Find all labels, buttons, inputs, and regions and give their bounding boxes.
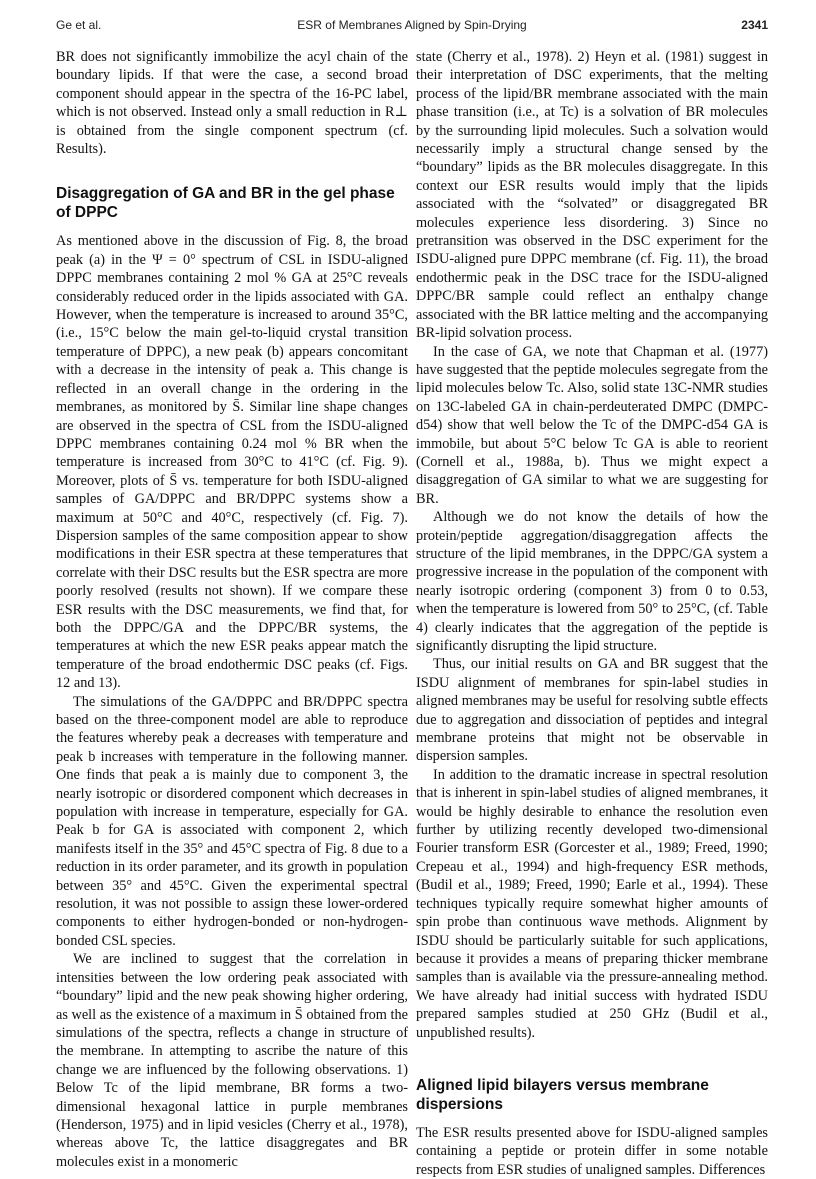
left-column	[56, 48, 408, 1171]
paragraph: In the case of GA, we note that Chapman et al. (1977) have suggested that the peptide molecules segregate from the lipid molecules below Tc. Also, solid state 13C-NMR studies on 13C-labeled GA in chain-perdeuterated DMPC (DMPC-d54) show that well below the Tc of the DMPC-d54 GA is immobile, but about 5°C below Tc GA is able to reorient (Cornell et al., 1988a, b). Thus we might expect a disaggregation of GA similar to what we are suggesting for BR.	[416, 343, 768, 507]
section-heading: Disaggregation of GA and BR in the gel phase of DPPC	[56, 185, 395, 222]
right-column	[416, 48, 768, 1179]
running-head	[56, 18, 768, 38]
page-number: 2341	[741, 18, 768, 32]
paragraph: As mentioned above in the discussion of Fig. 8, the broad peak (a) in the Ψ = 0° spectrum of CSL in ISDU-aligned DPPC membranes containing 2 mol % GA at 25°C reveals considerably reduced order in the lipids associated with GA. However, when the temperature is increased to around 35°C, (i.e., 15°C below the main gel-to-liquid crystal transition temperature of DPPC), a new peak (b) appears concomitant with a decrease in the intensity of peak a. This change is reflected in an overall change in the ordering in the membranes, as monitored by S̄. Similar line shape changes are observed in the spectra of CSL from the ISDU-aligned DPPC membranes containing 0.24 mol % BR when the temperature is increased from 30°C to 41°C (cf. Fig. 9). Moreover, plots of S̄ vs. temperature for both ISDU-aligned samples of GA/DPPC and BR/DPPC systems show a maximum at 50°C and 40°C, respectively (cf. Fig. 7). Dispersion samples of the same composition appear to show modifications in their ESR spectra at these temperatures that correlate with their DSC results but the ESR spectra are more poorly resolved (results not shown). If we compare these ESR results with the DSC measurements, we find that, for both the DPPC/GA and the DPPC/BR systems, the temperatures at which the new ESR peaks appear match the temperature of the broad endothermic DSC peaks (cf. Figs. 12 and 13).	[56, 233, 408, 692]
paragraph: We are inclined to suggest that the correlation in intensities between the low ordering peak associated with “boundary” lipid and the new peak showing higher ordering, as well as the existence of a maximum in S̄ obtained from the simulations of the spectra, reflects a change in structure of the membrane. In attempting to ascribe the nature of this change we are influenced by the following observations. 1) Below Tc of the lipid membrane, BR forms a two-dimensional hexagonal lattice in purple membranes (Henderson, 1975) and in lipid vesicles (Cherry et al., 1978), whereas above Tc, the lattice disaggregates and BR molecules exist in a monomeric	[56, 951, 408, 1170]
paragraph: The ESR results presented above for ISDU-aligned samples containing a peptide or protein differ in some notable respects from ESR studies of unaligned samples. Differences	[416, 1124, 768, 1178]
running-head-title: ESR of Membranes Aligned by Spin-Drying	[297, 18, 527, 32]
paragraph: Thus, our initial results on GA and BR suggest that the ISDU alignment of membranes for spin-label studies in aligned membranes may be useful for resolving subtle effects due to aggregation and dissociation of peptides and integral membrane proteins that might not be observable in dispersion samples.	[416, 656, 768, 765]
paragraph: state (Cherry et al., 1978). 2) Heyn et al. (1981) suggest in their interpretation of DSC experiments, that the melting process of the lipid/BR membrane associated with the main phase transition (i.e., at Tc) is a solvation of BR molecules by the surrounding lipid molecules. Such a solvation would necessarily imply a structural change sensed by the “boundary” lipids as the BR molecules disaggregate. In this context our ESR results would imply that the lipids associated with the “solvated” or disaggregated BR molecules experience less disordering. 3) Since no pretransition was observed in the DSC experiment for the ISDU-aligned pure DPPC membrane (cf. Fig. 11), the broad endothermic peak in the DSC trace for the ISDU-aligned DPPC/BR sample could reflect an enthalpy change associated with the BR lattice melting and the accompanying BR-lipid solvation process.	[416, 49, 768, 342]
paragraph: Although we do not know the details of how the protein/peptide aggregation/disaggregation affects the structure of the lipid membranes, in the DPPC/GA system a progressive increase in the population of the component with nearly isotropic ordering (component 3) from 0 to 0.53, when the temperature is lowered from 50° to 25°C, (cf. Table 4) clearly indicates that the aggregation of the peptide is significantly disrupting the lipid structure.	[416, 509, 768, 654]
section-heading: Aligned lipid bilayers versus membrane dispersions	[416, 1076, 709, 1113]
running-head-authors: Ge et al.	[56, 18, 102, 32]
paragraph: In addition to the dramatic increase in spectral resolution that is inherent in spin-label studies of aligned membranes, it would be highly desirable to enhance the resolution even further by utilizing recently developed two-dimensional Fourier transform ESR (Gorcester et al., 1989; Freed, 1990; Crepeau et al., 1994) and high-frequency ESR methods, (Budil et al., 1989; Freed, 1990; Earle et al., 1994). These techniques typically require somewhat higher amounts of spin probe than continuous wave methods. Alignment by ISDU should be particularly suitable for such applications, because it provides a means of preparing thicker membrane samples than is available via the pressure-annealing method. We have already had initial success with hydrated ISDU prepared samples studied at 250 GHz (Budil et al., unpublished results).	[416, 766, 768, 1041]
paragraph: BR does not significantly immobilize the acyl chain of the boundary lipids. If that were the case, a second broad component should appear in the spectra of the 16-PC label, which is not observed. Instead only a small reduction in R⊥ is obtained from the single component spectrum (cf. Results).	[56, 49, 408, 158]
paragraph: The simulations of the GA/DPPC and BR/DPPC spectra based on the three-component model are able to reproduce the features whereby peak a decreases with temperature and peak b increases with temperature in the following manner. One finds that peak a is mainly due to component 3, the nearly isotropic or disordered component which decreases in population with increase in temperature, especially for GA. Peak b for GA is associated with component 2, which manifests itself in the 35° and 45°C spectra of Fig. 8 due to a reduction in its order parameter, and its growth in population between 35° and 45°C. Given the experimental spectral resolution, it was not possible to assign these lower-ordered components to either hydrogen-bonded or non-hydrogen-bonded CSL species.	[56, 693, 408, 949]
